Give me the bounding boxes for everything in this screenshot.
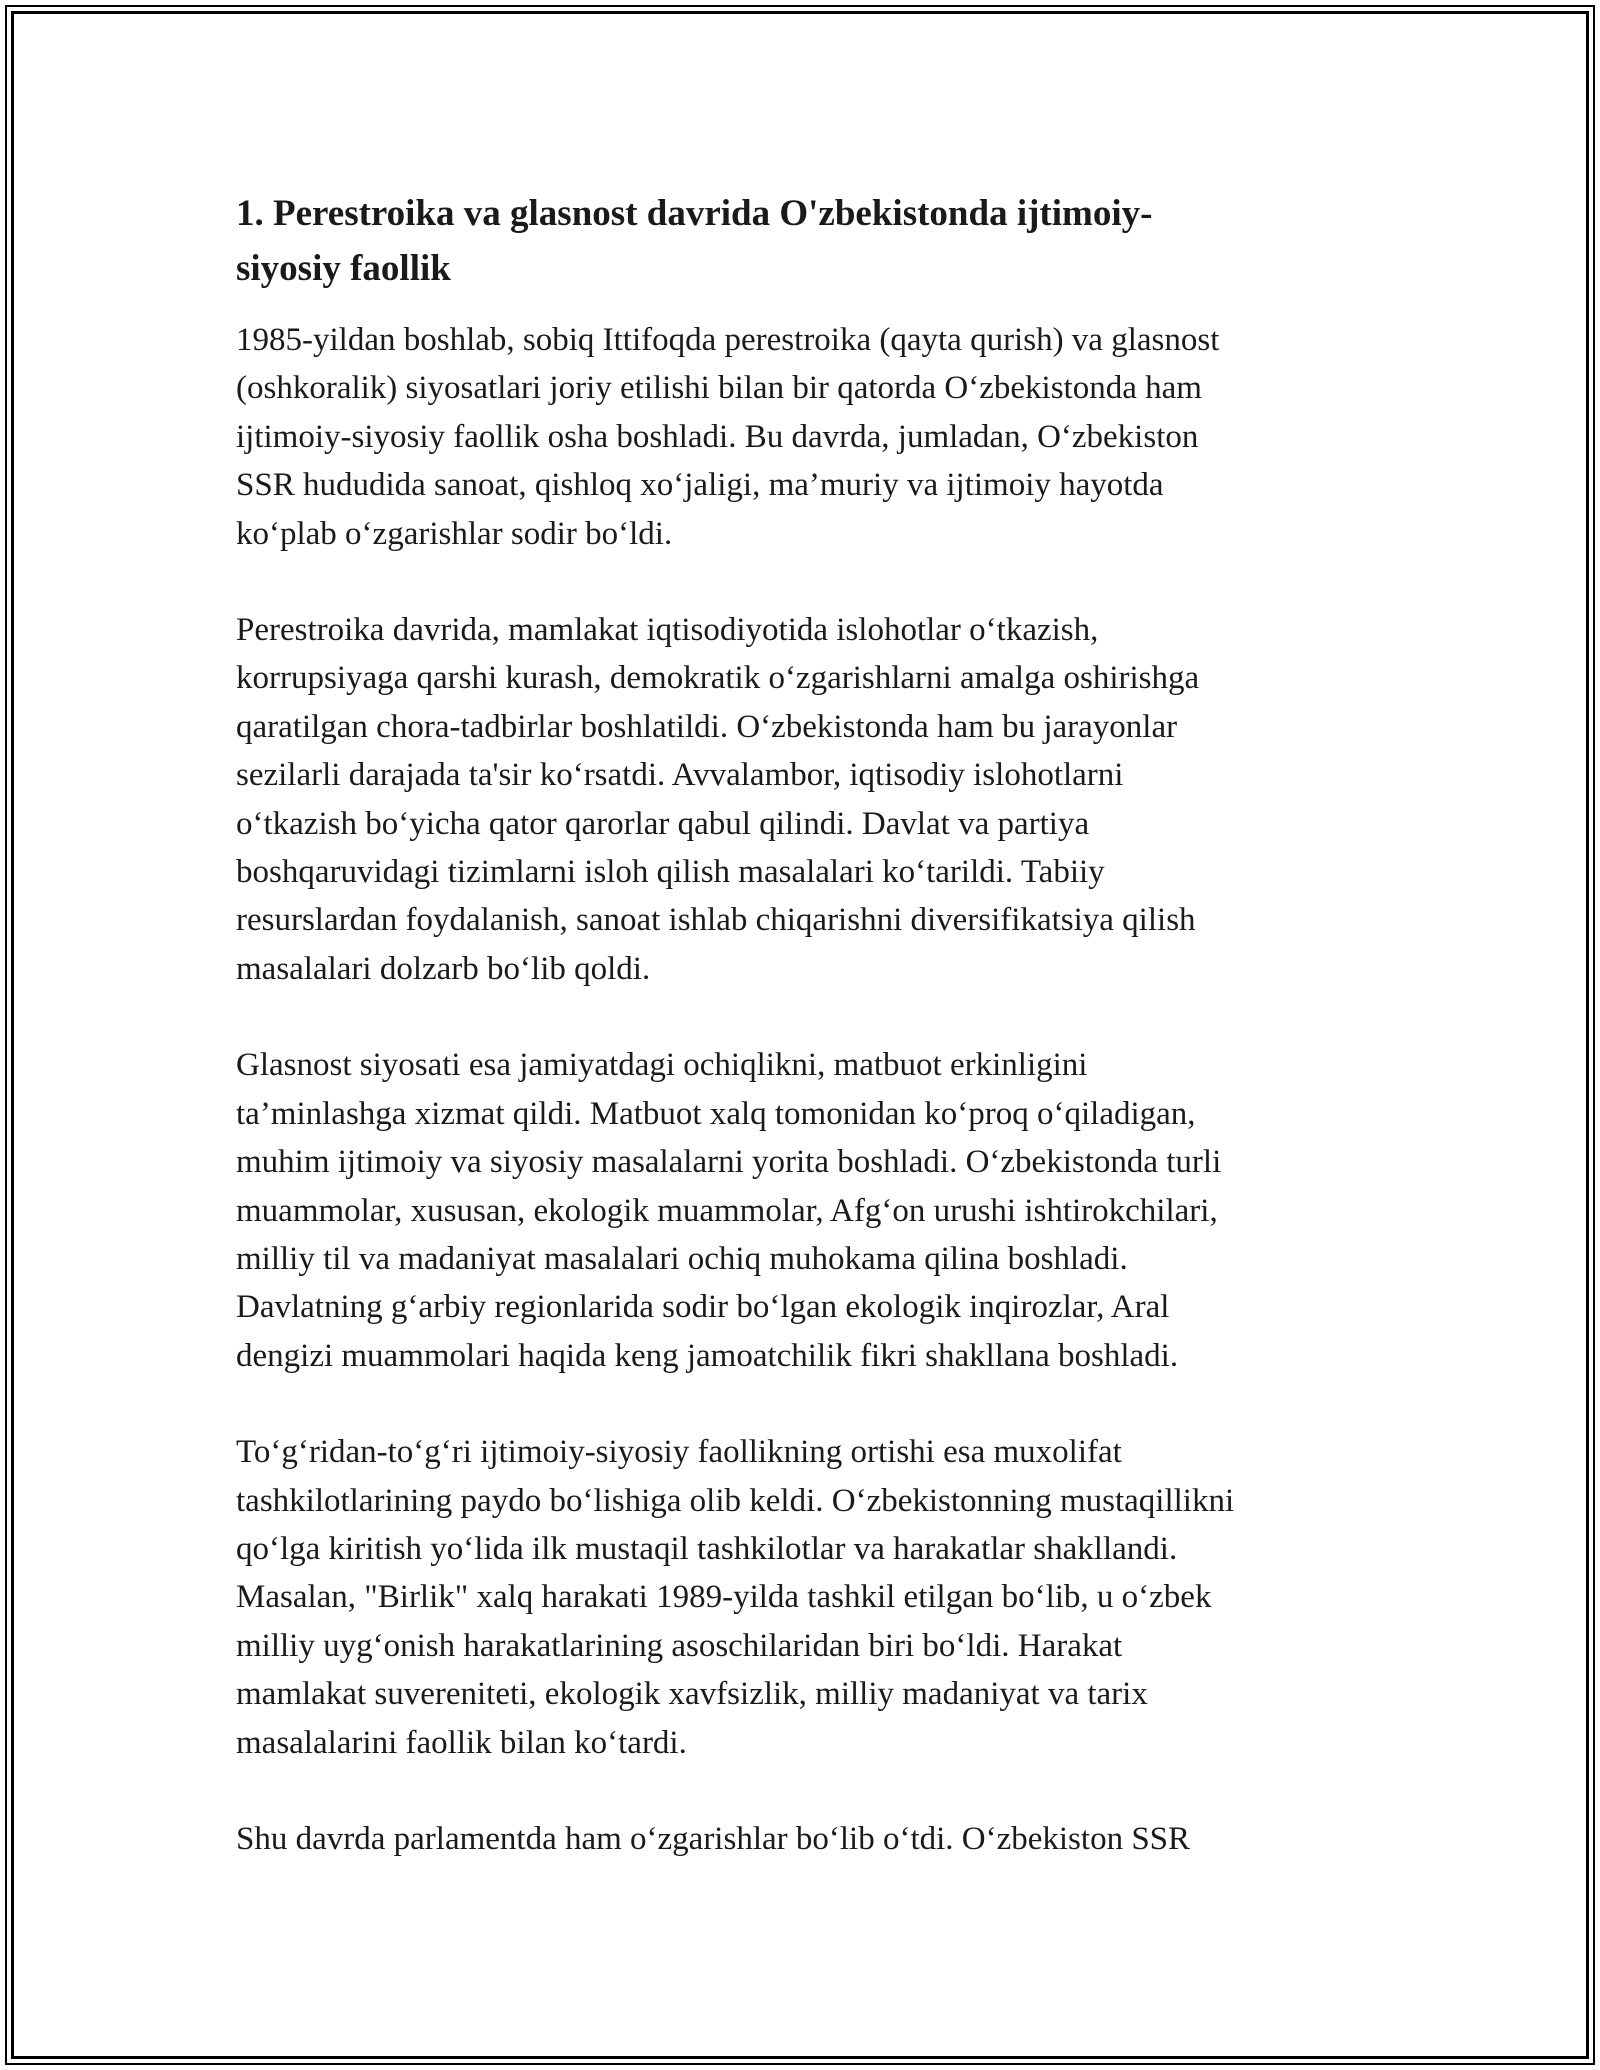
text-line: SSR hududida sanoat, qishloq xo‘jaligi, ma’muriy va ijtimoiy hayotda — [236, 467, 1164, 504]
paragraph-4 — [236, 1428, 1366, 1767]
text-line: sezilarli darajada ta'sir ko‘rsatdi. Avvalambor, iqtisodiy islohotlarni — [236, 757, 1124, 794]
text-line: muammolar, xususan, ekologik muammolar, Afg‘on urushi ishtirokchilari, — [236, 1192, 1218, 1229]
text-line: To‘g‘ridan-to‘g‘ri ijtimoiy-siyosiy faollikning ortishi esa muxolifat — [236, 1434, 1122, 1471]
text-line: ko‘plab o‘zgarishlar sodir bo‘ldi. — [236, 515, 673, 552]
text-line: Masalan, "Birlik" xalq harakati 1989-yilda tashkil etilgan bo‘lib, u o‘zbek — [236, 1579, 1212, 1616]
text-line: (oshkoralik) siyosatlari joriy etilishi bilan bir qatorda O‘zbekistonda ham — [236, 370, 1202, 407]
paragraph-5 — [236, 1815, 1366, 1863]
text-line: muhim ijtimoiy va siyosiy masalalarni yorita boshladi. O‘zbekistonda turli — [236, 1144, 1222, 1181]
text-line: dengizi muammolari haqida keng jamoatchilik fikri shakllana boshladi. — [236, 1337, 1179, 1374]
paragraph-3 — [236, 1041, 1366, 1380]
text-line: 1985-yildan boshlab, sobiq Ittifoqda perestroika (qayta qurish) va glasnost — [236, 322, 1220, 358]
text-line: masalalarini faollik bilan ko‘tardi. — [236, 1724, 687, 1761]
text-line: ta’minlashga xizmat qildi. Matbuot xalq tomonidan ko‘proq o‘qiladigan, — [236, 1095, 1196, 1132]
text-line: o‘tkazish bo‘yicha qator qarorlar qabul qilindi. Davlat va partiya — [236, 805, 1090, 842]
text-line: qaratilgan chora-tadbirlar boshlatildi. O‘zbekistonda ham bu jarayonlar — [236, 708, 1178, 745]
text-line: Shu davrda parlamentda ham o‘zgarishlar bo‘lib o‘tdi. O‘zbekiston SSR — [236, 1820, 1191, 1857]
text-line: mamlakat suvereniteti, ekologik xavfsizlik, milliy madaniyat va tarix — [236, 1676, 1148, 1713]
section-heading — [236, 186, 1366, 296]
text-line: ijtimoiy-siyosiy faollik osha boshladi. Bu davrda, jumladan, O‘zbekiston — [236, 418, 1199, 455]
text-line: masalalari dolzarb bo‘lib qoldi. — [236, 950, 651, 987]
text-line: resurslardan foydalanish, sanoat ishlab chiqarishni diversifikatsiya qilish — [236, 902, 1196, 939]
text-line: milliy uyg‘onish harakatlarining asoschilaridan biri bo‘ldi. Harakat — [236, 1627, 1123, 1664]
paragraph-1 — [236, 316, 1366, 558]
heading-line: siyosiy faollik — [236, 248, 451, 289]
text-line: Davlatning g‘arbiy regionlarida sodir bo‘lgan ekologik inqirozlar, Aral — [236, 1289, 1170, 1326]
paragraph-2 — [236, 606, 1366, 993]
heading-line: 1. Perestroika va glasnost davrida O'zbekistonda ijtimoiy- — [236, 193, 1153, 234]
text-line: qo‘lga kiritish yo‘lida ilk mustaqil tashkilotlar va harakatlar shakllandi. — [236, 1530, 1178, 1567]
text-line: tashkilotlarining paydo bo‘lishiga olib keldi. O‘zbekistonning mustaqillikni — [236, 1482, 1235, 1519]
text-line: Perestroika davrida, mamlakat iqtisodiyotida islohotlar o‘tkazish, — [236, 612, 1099, 649]
text-line: korrupsiyaga qarshi kurash, demokratik o‘zgarishlarni amalga oshirishga — [236, 660, 1200, 697]
text-line: milliy til va madaniyat masalalari ochiq muhokama qilina boshladi. — [236, 1240, 1128, 1277]
document-body — [236, 186, 1366, 1863]
text-line: boshqaruvidagi tizimlarni isloh qilish masalalari ko‘tarildi. Tabiiy — [236, 854, 1105, 891]
text-line: Glasnost siyosati esa jamiyatdagi ochiqlikni, matbuot erkinligini — [236, 1047, 1088, 1084]
